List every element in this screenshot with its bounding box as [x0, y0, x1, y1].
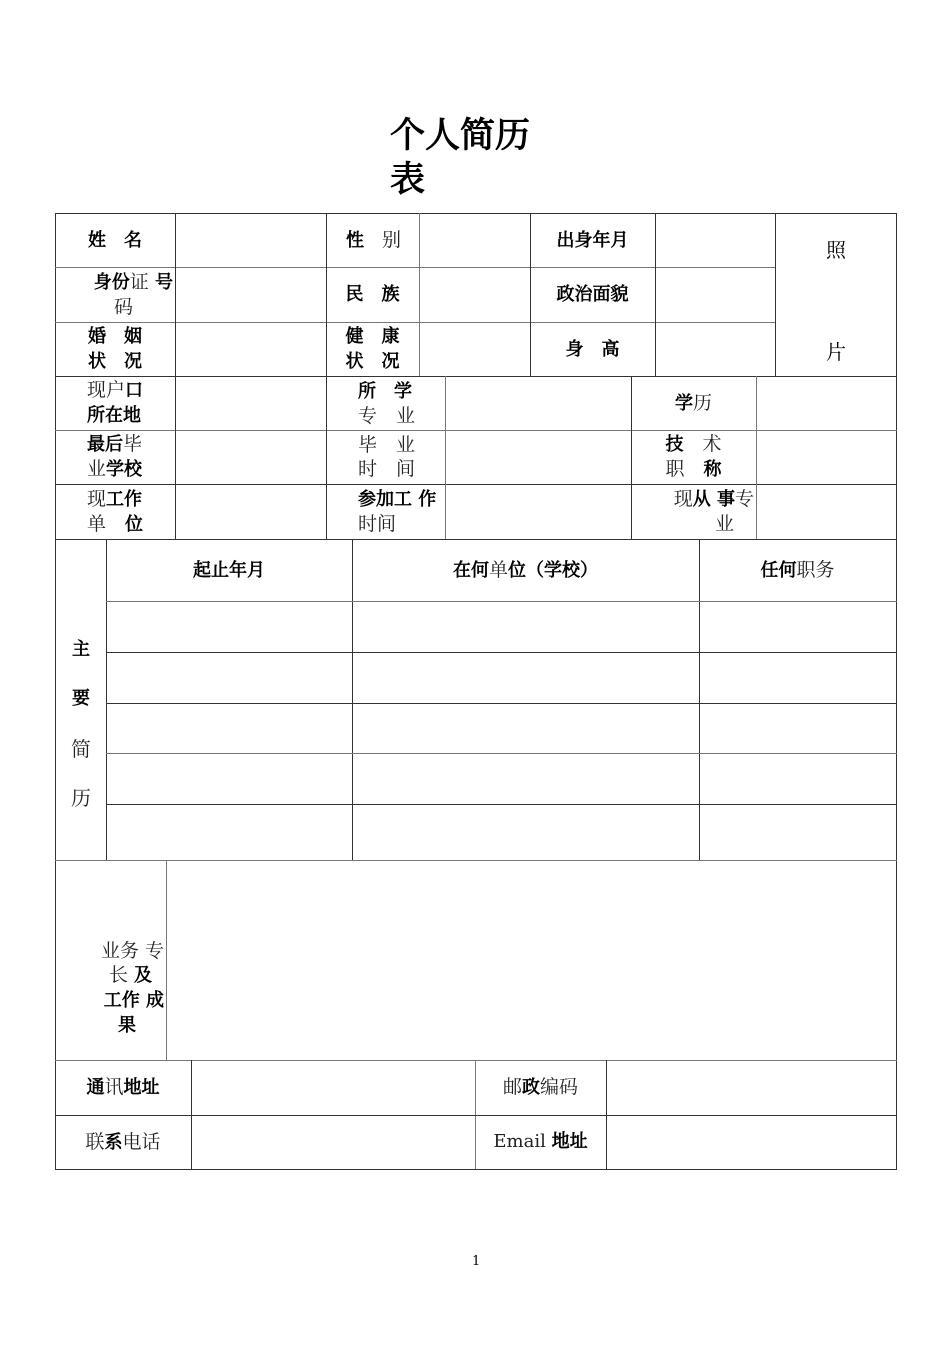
education-level-field[interactable]	[757, 377, 896, 430]
label-segment: 通	[86, 1077, 105, 1098]
label-segment: 政	[522, 1077, 540, 1098]
hukou-location-field[interactable]	[176, 377, 326, 430]
label-segment: 现户	[87, 379, 126, 401]
label-work-start-time	[326, 484, 445, 539]
label-segment: 及	[134, 965, 152, 986]
mailing-address-field[interactable]	[192, 1061, 475, 1115]
label-segment: 联	[85, 1130, 105, 1153]
label-segment: 性	[346, 229, 382, 251]
label-segment: 现	[673, 488, 693, 510]
label-segment: 工作	[106, 488, 143, 510]
label-health-status	[326, 322, 419, 376]
gender-field[interactable]	[420, 214, 530, 267]
label-segment: 证	[129, 271, 149, 293]
marital-status-field[interactable]	[176, 323, 326, 376]
resume-history-label: 主 要 简 历	[71, 639, 91, 810]
label-segment: 历	[692, 391, 712, 414]
title-line-1: 个人简历	[390, 116, 531, 156]
label-segment: 时间	[358, 513, 397, 535]
phone-field[interactable]	[192, 1116, 475, 1169]
label-segment: 地址	[551, 1131, 588, 1152]
label-segment: 码	[113, 296, 133, 318]
email-field[interactable]	[607, 1116, 896, 1169]
label-segment: 技	[665, 434, 684, 455]
expertise-achievements-field[interactable]	[167, 861, 896, 1060]
position-cell[interactable]	[700, 602, 896, 652]
photo-label-bottom: 片	[826, 340, 846, 364]
postal-code-field[interactable]	[607, 1061, 896, 1115]
label-segment: 位	[125, 513, 144, 535]
label-segment: 职	[665, 458, 704, 480]
label-segment: 所在地	[87, 405, 141, 426]
label-name	[55, 213, 175, 267]
table-border-bottom	[55, 1169, 897, 1170]
label-height	[530, 322, 655, 376]
label-segment: 业	[87, 458, 107, 480]
height-field[interactable]	[656, 323, 775, 376]
label-segment: 民 族	[345, 284, 400, 305]
label-gender	[326, 213, 419, 267]
label-phone	[55, 1115, 191, 1169]
label-segment: 术	[683, 433, 722, 455]
label-segment: 电话	[122, 1130, 161, 1153]
table-border-right	[896, 213, 897, 1170]
label-mailing-address	[55, 1060, 191, 1115]
label-segment: 口	[125, 380, 144, 401]
label-segment: 从 事	[692, 489, 735, 510]
label-segment: 地址	[123, 1077, 160, 1098]
label-segment: 状 况	[88, 351, 142, 372]
label-segment: 学校	[106, 459, 143, 480]
professional-title-field[interactable]	[757, 431, 896, 484]
label-segment: 系	[104, 1131, 123, 1153]
label-ethnicity	[326, 267, 419, 322]
period-cell[interactable]	[107, 805, 352, 860]
label-birth-date	[530, 213, 655, 267]
label-segment: 职务	[796, 558, 835, 581]
label-segment: Email	[493, 1131, 552, 1152]
label-segment: 学	[674, 392, 693, 414]
label-segment: 身 高	[565, 338, 620, 360]
major-field[interactable]	[446, 377, 631, 430]
label-segment: 果	[118, 1015, 136, 1036]
position-cell[interactable]	[700, 653, 896, 703]
label-current-employer	[55, 484, 175, 539]
label-segment: 出身年月	[556, 229, 629, 251]
column-header-organization	[352, 539, 699, 601]
column-header-period	[106, 539, 352, 601]
photo-label-top: 照	[826, 238, 846, 262]
label-hukou-location	[55, 376, 175, 430]
page-title	[390, 114, 550, 202]
label-segment: 政治面貌	[556, 284, 629, 305]
label-segment: 专	[734, 488, 754, 510]
label-segment: 单	[488, 558, 508, 581]
label-id-number	[55, 267, 175, 322]
page-number: 1	[472, 1254, 481, 1269]
label-segment: 位（学校）	[508, 559, 598, 581]
label-segment: 业	[714, 513, 734, 535]
current-profession-field[interactable]	[757, 485, 896, 539]
period-cell[interactable]	[107, 653, 352, 703]
position-cell[interactable]	[700, 704, 896, 753]
label-segment: 状 况	[345, 351, 400, 372]
last-school-field[interactable]	[176, 431, 326, 484]
label-segment: 讯	[104, 1076, 124, 1098]
label-segment: 健 康	[345, 326, 400, 347]
id-number-field[interactable]	[176, 268, 326, 322]
label-segment: 毕 业	[358, 434, 416, 456]
label-segment: 所 学	[358, 380, 412, 402]
position-cell[interactable]	[700, 805, 896, 860]
photo-area[interactable]	[776, 214, 896, 376]
label-segment: 姓 名	[88, 229, 142, 251]
organization-cell[interactable]	[353, 754, 699, 804]
label-segment: 单	[87, 512, 126, 535]
position-cell[interactable]	[700, 754, 896, 804]
label-postal-code	[475, 1060, 606, 1115]
label-segment: 在何	[452, 559, 489, 581]
label-email	[475, 1115, 606, 1169]
label-graduation-time	[326, 430, 445, 484]
label-segment: 任何	[760, 559, 797, 581]
label-segment: 业务 专	[100, 940, 164, 962]
label-education-level	[631, 376, 756, 430]
label-segment: 别	[382, 228, 402, 251]
label-segment: 参加工 作	[358, 489, 437, 510]
label-segment: 起止年月	[193, 559, 265, 581]
column-header-position	[699, 539, 896, 601]
name-field[interactable]	[176, 214, 326, 267]
current-employer-field[interactable]	[176, 485, 326, 539]
health-status-field[interactable]	[420, 323, 530, 376]
title-line-2: 表	[390, 160, 426, 200]
political-status-field[interactable]	[656, 268, 775, 322]
label-expertise-achievements	[55, 860, 166, 1060]
label-segment: 身份	[93, 272, 130, 293]
label-professional-title	[631, 430, 756, 484]
label-major	[326, 376, 445, 430]
organization-cell[interactable]	[353, 653, 699, 703]
birth-date-field[interactable]	[656, 214, 775, 267]
label-segment: 现	[87, 487, 107, 510]
period-cell[interactable]	[107, 704, 352, 753]
graduation-time-field[interactable]	[446, 431, 631, 484]
label-segment: 最后	[87, 434, 123, 455]
label-segment: 号	[148, 272, 173, 293]
label-last-school	[55, 430, 175, 484]
label-segment: 毕	[123, 433, 143, 455]
label-marital-status	[55, 322, 175, 376]
label-current-profession	[631, 484, 756, 539]
label-political-status	[530, 267, 655, 322]
label-segment: 婚 姻	[88, 326, 142, 347]
organization-cell[interactable]	[353, 602, 699, 652]
label-segment: 称	[703, 459, 722, 480]
organization-cell[interactable]	[353, 704, 699, 753]
label-segment: 邮	[502, 1076, 522, 1098]
work-start-time-field[interactable]	[446, 485, 631, 539]
organization-cell[interactable]	[353, 805, 699, 860]
label-segment: 长	[108, 964, 134, 986]
label-segment: 编码	[540, 1076, 579, 1098]
label-segment: 时 间	[358, 458, 416, 480]
label-segment: 工作 成	[103, 990, 164, 1011]
label-segment: 专 业	[358, 404, 416, 427]
period-cell[interactable]	[107, 602, 352, 652]
period-cell[interactable]	[107, 754, 352, 804]
ethnicity-field[interactable]	[420, 268, 530, 322]
